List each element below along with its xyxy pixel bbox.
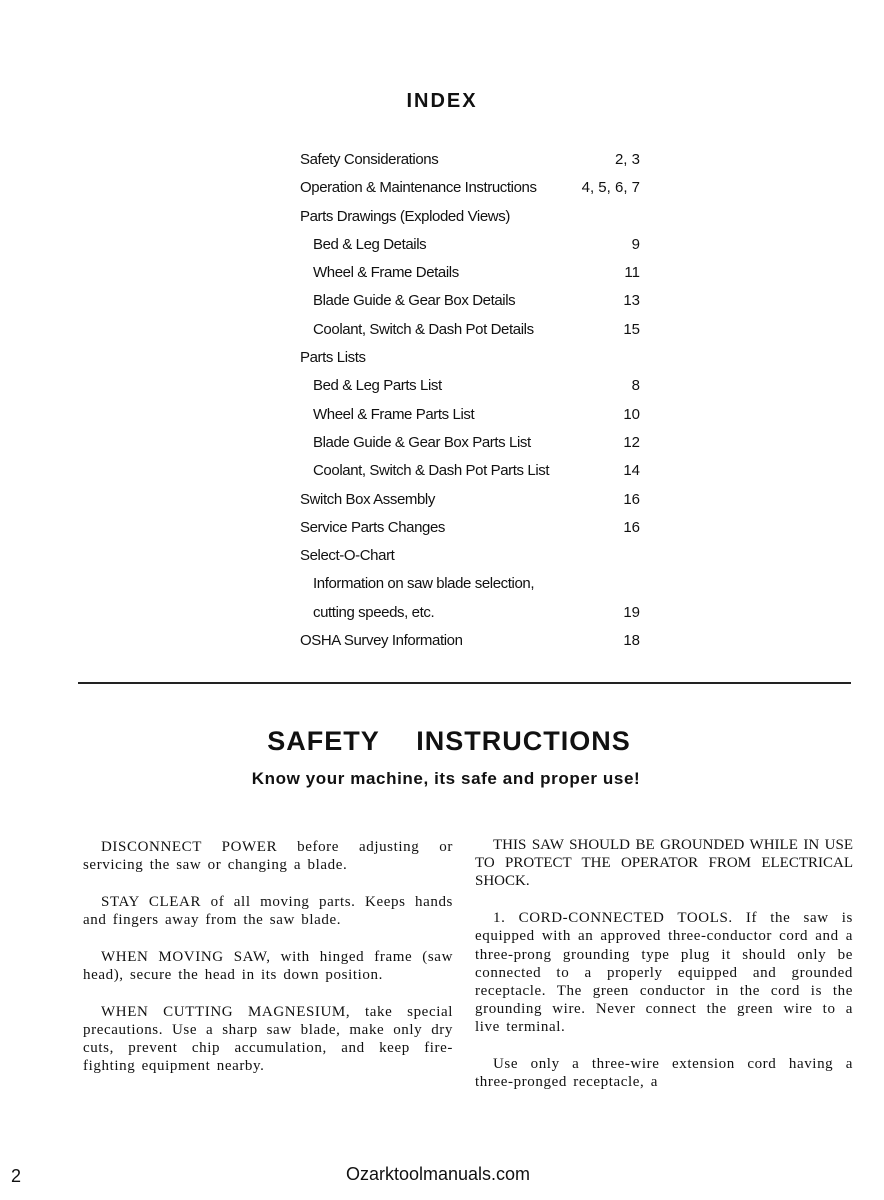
index-entry-safety-considerations <box>300 146 640 174</box>
index-entry-service-parts <box>300 514 640 542</box>
index-entry-label: Operation & Maintenance Instructions <box>300 179 537 197</box>
index-section-parts-drawings <box>300 203 640 231</box>
index-entry-cutting-speeds <box>300 599 640 627</box>
index-entry-label: Service Parts Changes <box>300 518 446 536</box>
safety-paragraph-grounding: THIS SAW SHOULD BE GROUNDED WHILE IN USE TO PROTECT THE OPERATOR FROM ELECTRICAL SHOCK. <box>475 837 853 890</box>
safety-right-column <box>475 836 853 1110</box>
index-entry-blade-guide-details <box>300 287 640 315</box>
index-entry-page: 12 <box>623 433 640 451</box>
index-entry-wheel-frame-details <box>300 259 640 287</box>
index-section-select-o-chart <box>300 542 640 570</box>
index-entry-page: 16 <box>623 518 640 536</box>
index-entry-page: 11 <box>624 264 640 282</box>
index-table <box>300 146 640 655</box>
index-entry-page: 16 <box>623 490 640 508</box>
index-entry-label: Coolant, Switch & Dash Pot Parts List <box>313 462 550 480</box>
safety-paragraph-cord-connected-tools: 1. CORD-CONNECTED TOOLS. If the saw is equipped with an approved three-conductor cord and a three-prong grounding type plug it should only be connected to a properly equipped and grounded receptacle. The green conductor in the cord is the grounding wire. Never connect the green wire to a live terminal. <box>475 910 853 1036</box>
index-entry-label: Bed & Leg Parts List <box>313 377 442 395</box>
index-entry-bed-leg-details <box>300 231 640 259</box>
index-entry-page: 4, 5, 6, 7 <box>581 179 640 197</box>
safety-paragraph-disconnect-power: DISCONNECT POWER before adjusting or servicing the saw or changing a blade. <box>83 839 453 874</box>
section-divider <box>78 682 851 684</box>
index-entry-label: Safety Considerations <box>300 151 439 168</box>
index-entry-page: 9 <box>631 235 640 253</box>
safety-title: SAFETY INSTRUCTIONS <box>267 726 631 756</box>
index-entry-operation-maintenance <box>300 174 640 202</box>
index-entry-osha-survey <box>300 627 640 655</box>
index-entry-label: Select-O-Chart <box>300 547 395 565</box>
index-entry-page: 8 <box>631 377 640 395</box>
index-title: INDEX <box>406 90 478 112</box>
index-entry-label: Coolant, Switch & Dash Pot Details <box>313 320 534 338</box>
index-entry-coolant-switch-parts <box>300 457 640 485</box>
index-entry-label: Parts Drawings (Exploded Views) <box>300 207 510 225</box>
index-entry-label: Parts Lists <box>300 349 366 367</box>
index-entry-label: Switch Box Assembly <box>300 490 435 508</box>
index-entry-label: cutting speeds, etc. <box>313 603 435 621</box>
index-entry-page: 15 <box>623 320 640 338</box>
index-entry-page: 13 <box>623 292 640 310</box>
index-entry-wheel-frame-parts <box>300 401 640 429</box>
footer-website: Ozarktoolmanuals.com <box>345 1164 531 1184</box>
index-entry-label: Wheel & Frame Parts List <box>313 405 475 423</box>
index-entry-page: 19 <box>623 603 640 621</box>
index-entry-blade-guide-parts <box>300 429 640 457</box>
safety-paragraph-extension-cord: Use only a three-wire extension cord having a three-pronged receptacle, a <box>475 1056 853 1091</box>
index-entry-label: Bed & Leg Details <box>313 235 427 253</box>
index-entry-label: Blade Guide & Gear Box Parts List <box>313 433 531 451</box>
index-entry-bed-leg-parts <box>300 372 640 400</box>
safety-paragraph-moving-saw: WHEN MOVING SAW, with hinged frame (saw head), secure the head in its down position. <box>83 948 453 984</box>
index-entry-page: 18 <box>623 632 640 650</box>
index-entry-coolant-switch-details <box>300 316 640 344</box>
index-entry-label: Wheel & Frame Details <box>313 264 459 282</box>
safety-paragraph-stay-clear: STAY CLEAR of all moving parts. Keeps hands and fingers away from the saw blade. <box>83 893 453 929</box>
index-entry-page: 2, 3 <box>614 151 640 168</box>
safety-subtitle: Know your machine, its safe and proper use! <box>251 769 641 788</box>
index-entry-page: 14 <box>623 462 640 480</box>
safety-left-column <box>83 838 453 1094</box>
index-section-parts-lists <box>300 344 640 372</box>
index-entry-label: Information on saw blade selection, <box>313 575 535 593</box>
index-entry-label: Blade Guide & Gear Box Details <box>313 292 516 310</box>
index-entry-label: OSHA Survey Information <box>300 632 463 650</box>
safety-paragraph-cutting-magnesium: WHEN CUTTING MAGNESIUM, take special precautions. Use a sharp saw blade, make only dry cuts, prevent chip accumulation, and keep fire-fighting equipment nearby. <box>83 1003 453 1075</box>
index-entry-switch-box <box>300 486 640 514</box>
index-entry-blade-selection <box>300 570 640 598</box>
index-entry-page: 10 <box>623 405 640 423</box>
page-number: 2 <box>11 1166 22 1186</box>
